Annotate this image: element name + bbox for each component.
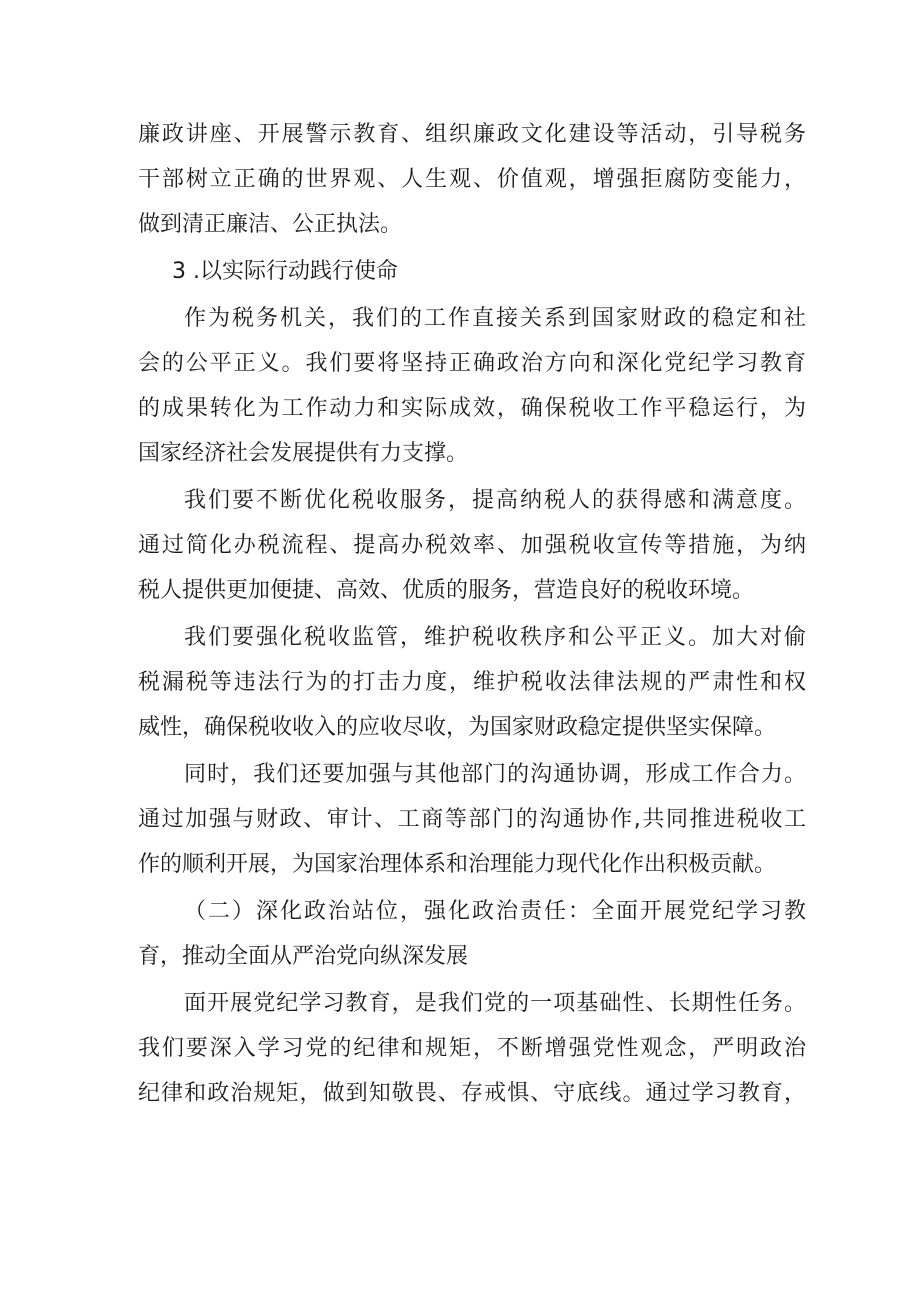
section-heading: 育，推动全面从严治党向纵深发展	[138, 944, 469, 969]
paragraph-line: 我们要深入学习党的纪律和规矩，不断增强党性观念，严明政治	[138, 1036, 806, 1061]
paragraph-line: 作的顺利开展，为国家治理体系和治理能力现代化作出积极贡献。	[138, 852, 777, 877]
paragraph-line: 威性，确保税收收入的应收尽收，为国家财政稳定提供坚实保障。	[138, 715, 777, 740]
paragraph-line: 我们要不断优化税收服务，提高纳税人的获得感和满意度。	[184, 488, 806, 513]
paragraph-line: 我们要强化税收监管，维护税收秩序和公平正义。加大对偷	[184, 625, 806, 650]
paragraph-line: 干部树立正确的世界观、人生观、价值观，增强拒腐防变能力，	[138, 167, 806, 192]
paragraph-line: 税人提供更加便捷、高效、优质的服务，营造良好的税收环境。	[138, 578, 755, 603]
section-subheading: 3 .以实际行动践行使命	[172, 259, 398, 284]
paragraph-line: 廉政讲座、开展警示教育、组织廉政文化建设等活动，引导税务	[138, 122, 806, 147]
paragraph-line: 纪律和政治规矩，做到知敬畏、存戒惧、守底线。通过学习教育，	[138, 1081, 806, 1106]
paragraph-line: 同时，我们还要加强与其他部门的沟通协调，形成工作合力。	[184, 762, 806, 787]
paragraph-line: 税漏税等违法行为的打击力度，维护税收法律法规的严肃性和权	[138, 670, 806, 695]
paragraph-line: 作为税务机关，我们的工作直接关系到国家财政的稳定和社	[184, 306, 806, 331]
paragraph-line: 做到清正廉洁、公正执法。	[138, 212, 403, 237]
paragraph-line: 的成果转化为工作动力和实际成效，确保税收工作平稳运行，为	[138, 396, 806, 421]
paragraph-line: 会的公平正义。我们要将坚持正确政治方向和深化党纪学习教育	[138, 351, 806, 376]
section-heading: （二）深化政治站位，强化政治责任：全面开展党纪学习教	[184, 899, 806, 924]
paragraph-line: 国家经济社会发展提供有力支撑。	[138, 441, 469, 466]
paragraph-line: 通过加强与财政、审计、工商等部门的沟通协作,共同推进税收工	[138, 807, 806, 832]
paragraph-line: 通过简化办税流程、提高办税效率、加强税收宣传等措施，为纳	[138, 533, 806, 558]
document-body	[138, 112, 806, 1116]
paragraph-line: 面开展党纪学习教育，是我们党的一项基础性、长期性任务。	[184, 991, 806, 1016]
